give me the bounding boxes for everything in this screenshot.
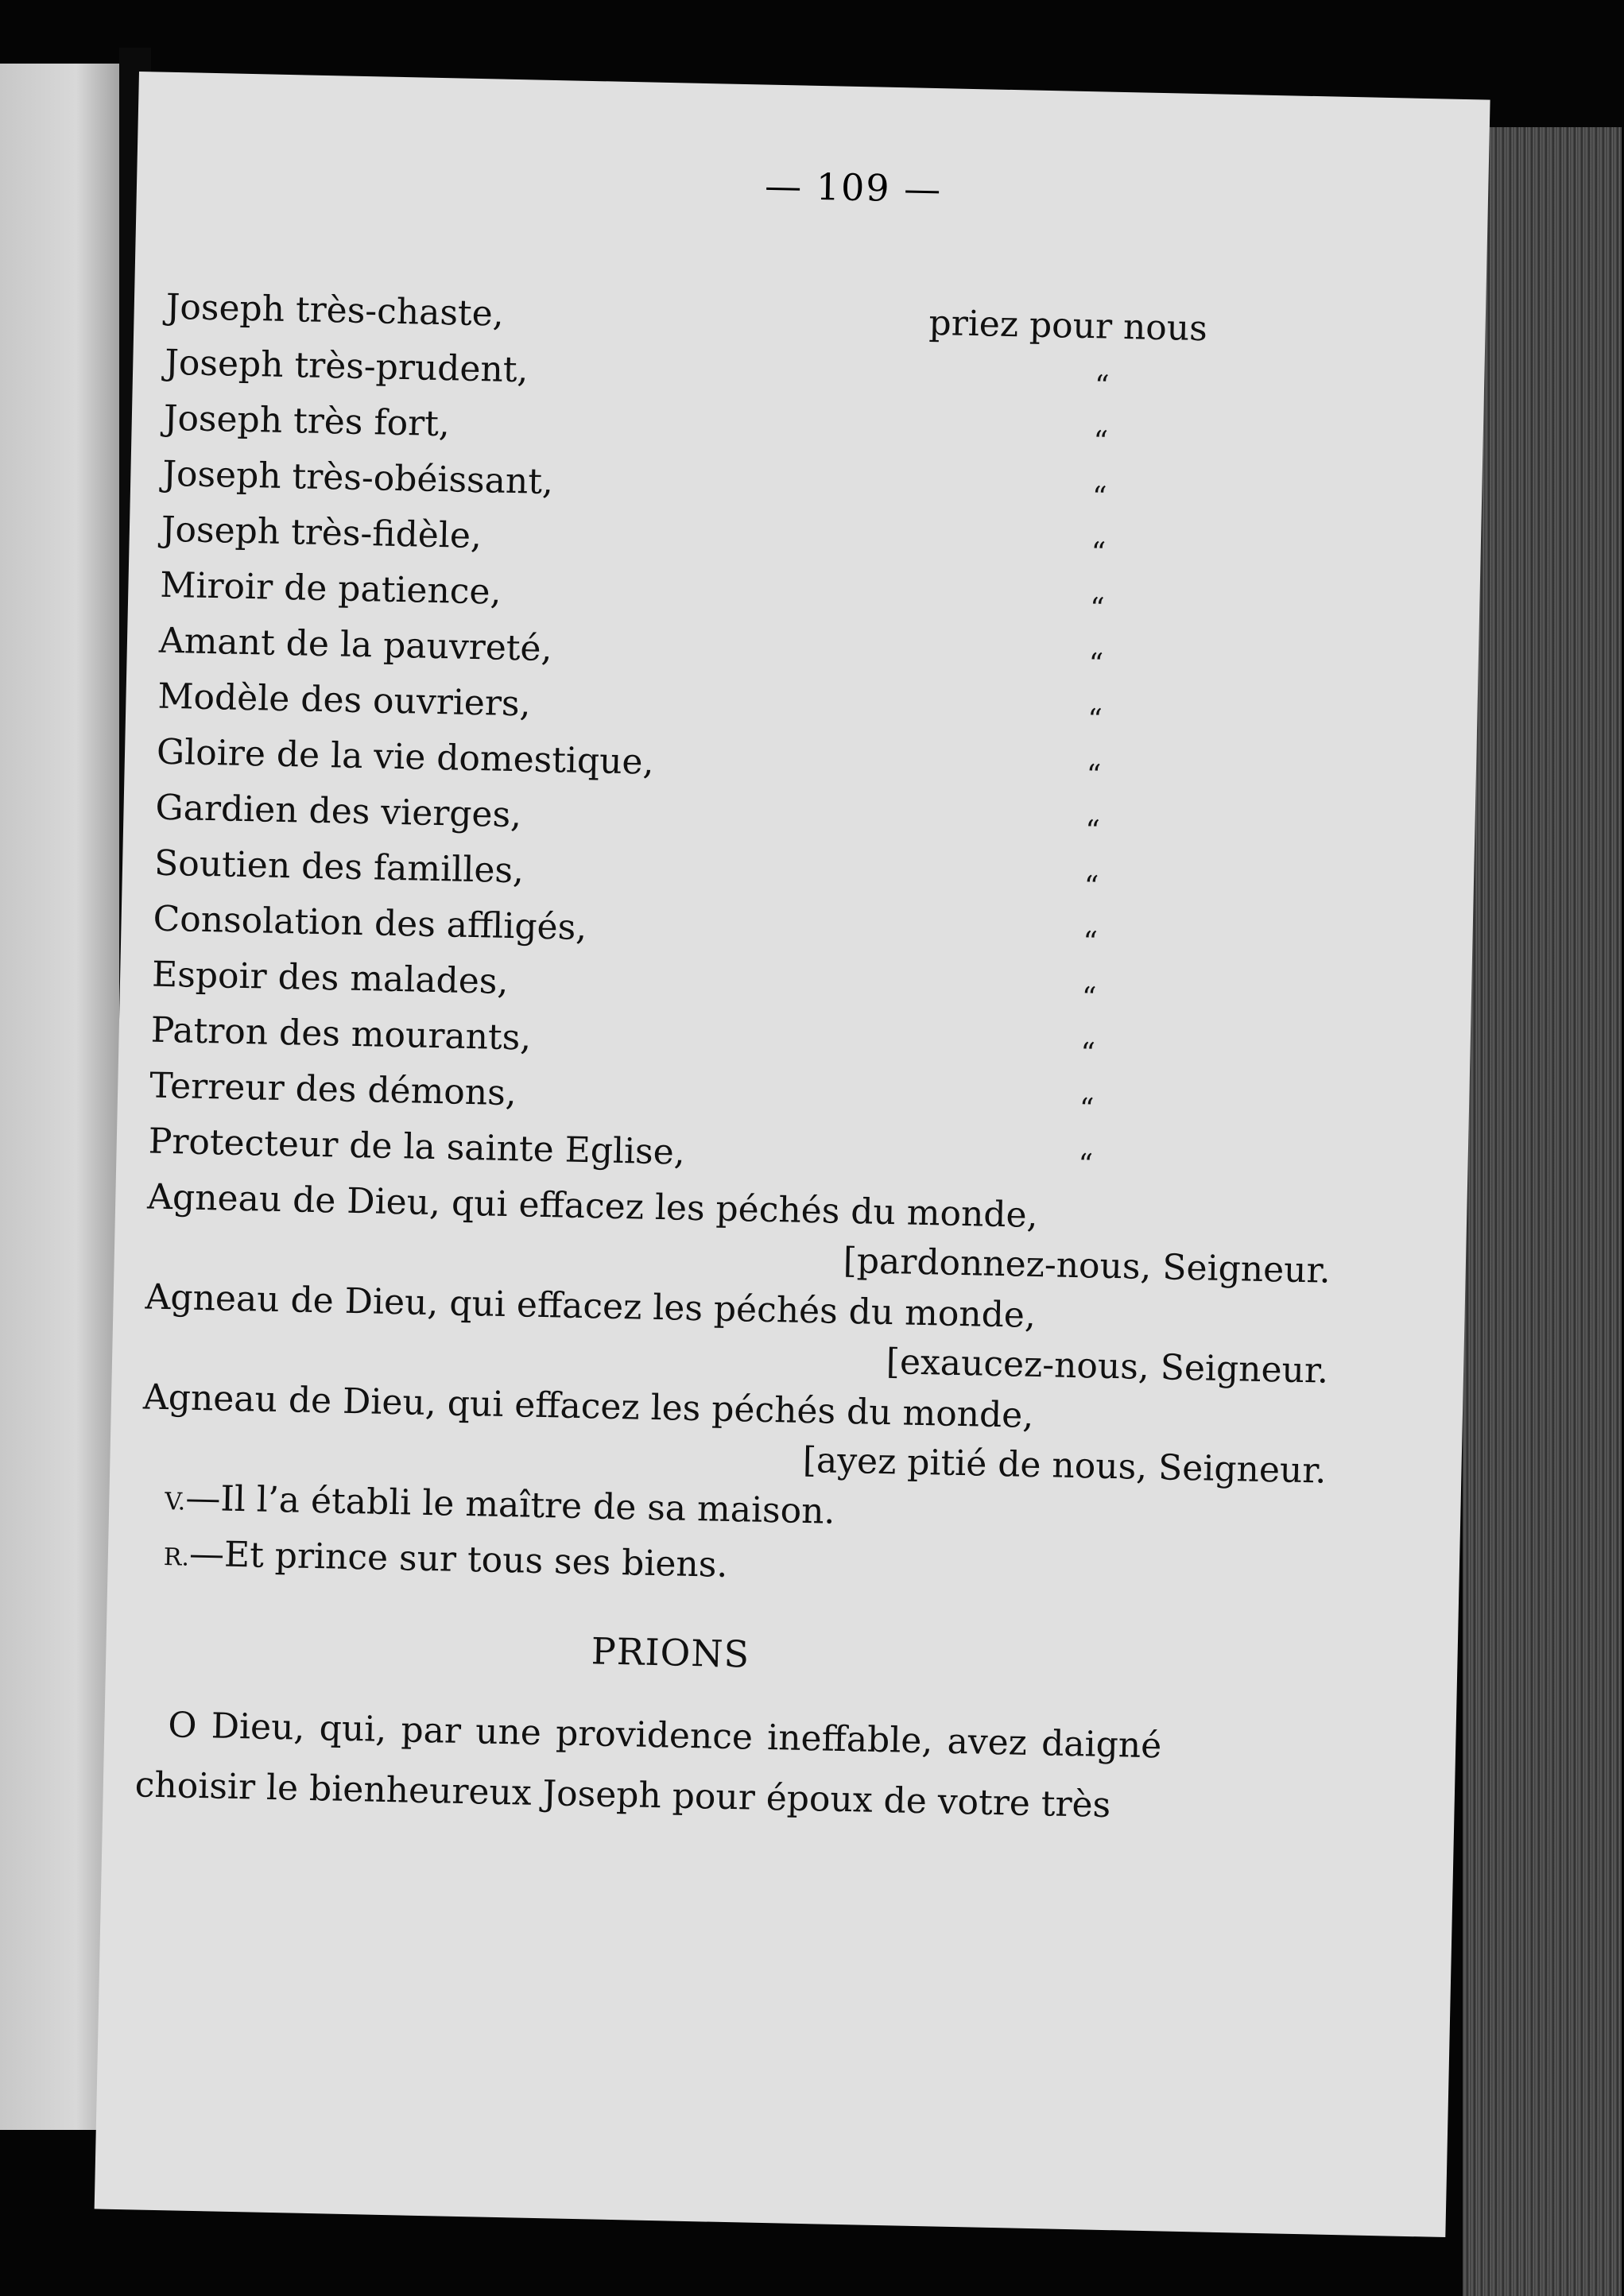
agnus-dei-line: Agneau de Dieu, qui effacez les péchés du monde, (142, 1376, 1034, 1436)
invocation: Joseph très fort, (163, 397, 451, 445)
ditto-mark: “ (1079, 1093, 1095, 1126)
ditto-mark: “ (1083, 870, 1099, 904)
agnus-dei-line: Agneau de Dieu, qui effacez les péchés du monde, (145, 1276, 1037, 1336)
invocation: Gardien des vierges, (155, 787, 522, 836)
page-content (134, 287, 1470, 1843)
ditto-mark: “ (1082, 926, 1099, 959)
invocation: Terreur des démons, (149, 1065, 517, 1114)
invocation: Joseph très-prudent, (164, 342, 529, 391)
ditto-mark: “ (1086, 759, 1102, 792)
ditto-mark: “ (1081, 982, 1097, 1015)
invocation: Espoir des malades, (151, 954, 509, 1002)
litany-list (148, 287, 1470, 1204)
ditto-mark: “ (1087, 703, 1103, 737)
ditto-mark: “ (1079, 1037, 1096, 1071)
invocation: Modèle des ouvriers, (157, 676, 532, 725)
book-page (95, 72, 1490, 2237)
ditto-mark: “ (1078, 1148, 1094, 1182)
versicle-mark: V. (164, 1488, 186, 1516)
invocation: Consolation des affligés, (153, 898, 587, 949)
ditto-mark: “ (1088, 648, 1104, 681)
invocation: Soutien des familles, (153, 842, 525, 892)
versicle-text: —Il l’a établi le maître de sa maison. (184, 1477, 835, 1532)
response: priez pour nous (928, 302, 1208, 350)
page-stack-edge (1463, 127, 1622, 2296)
prayer-body: O Dieu, qui, par une providence ineffable, avez daigné choisir le bienheureux Joseph pour époux de votre très (134, 1705, 1162, 1826)
invocation: Protecteur de la sainte Eglise, (148, 1121, 686, 1173)
ditto-mark: “ (1091, 536, 1107, 570)
invocation: Joseph très-chaste, (165, 286, 505, 335)
agnus-dei-response: [ayez pitié de nous, Seigneur. (802, 1439, 1327, 1492)
response-text: —Et prince sur tous ses biens. (188, 1533, 728, 1586)
ditto-mark: “ (1094, 370, 1110, 403)
agnus-dei-response: [pardonnez-nous, Seigneur. (843, 1240, 1331, 1291)
ditto-mark: “ (1089, 592, 1105, 625)
ditto-mark: “ (1091, 481, 1107, 514)
ditto-mark: “ (1084, 815, 1101, 848)
response-mark: R. (163, 1543, 190, 1572)
invocation: Joseph très-fidèle, (161, 509, 483, 557)
invocation: Miroir de patience, (159, 564, 502, 613)
agnus-dei-block (141, 1177, 1452, 1504)
ditto-mark: “ (1093, 425, 1109, 459)
page-number: — 109 — (764, 164, 943, 211)
prayer-text (134, 1694, 1162, 1837)
invocation: Joseph très-obéissant, (161, 453, 554, 503)
agnus-dei-response: [exaucez-nous, Seigneur. (886, 1342, 1329, 1392)
agnus-dei-line: Agneau de Dieu, qui effacez les péchés du monde, (146, 1176, 1039, 1236)
invocation: Amant de la pauvreté, (158, 620, 553, 670)
section-heading: PRIONS (591, 1629, 750, 1676)
invocation: Gloire de la vie domestique, (156, 731, 655, 783)
invocation: Patron des mourants, (150, 1009, 532, 1059)
